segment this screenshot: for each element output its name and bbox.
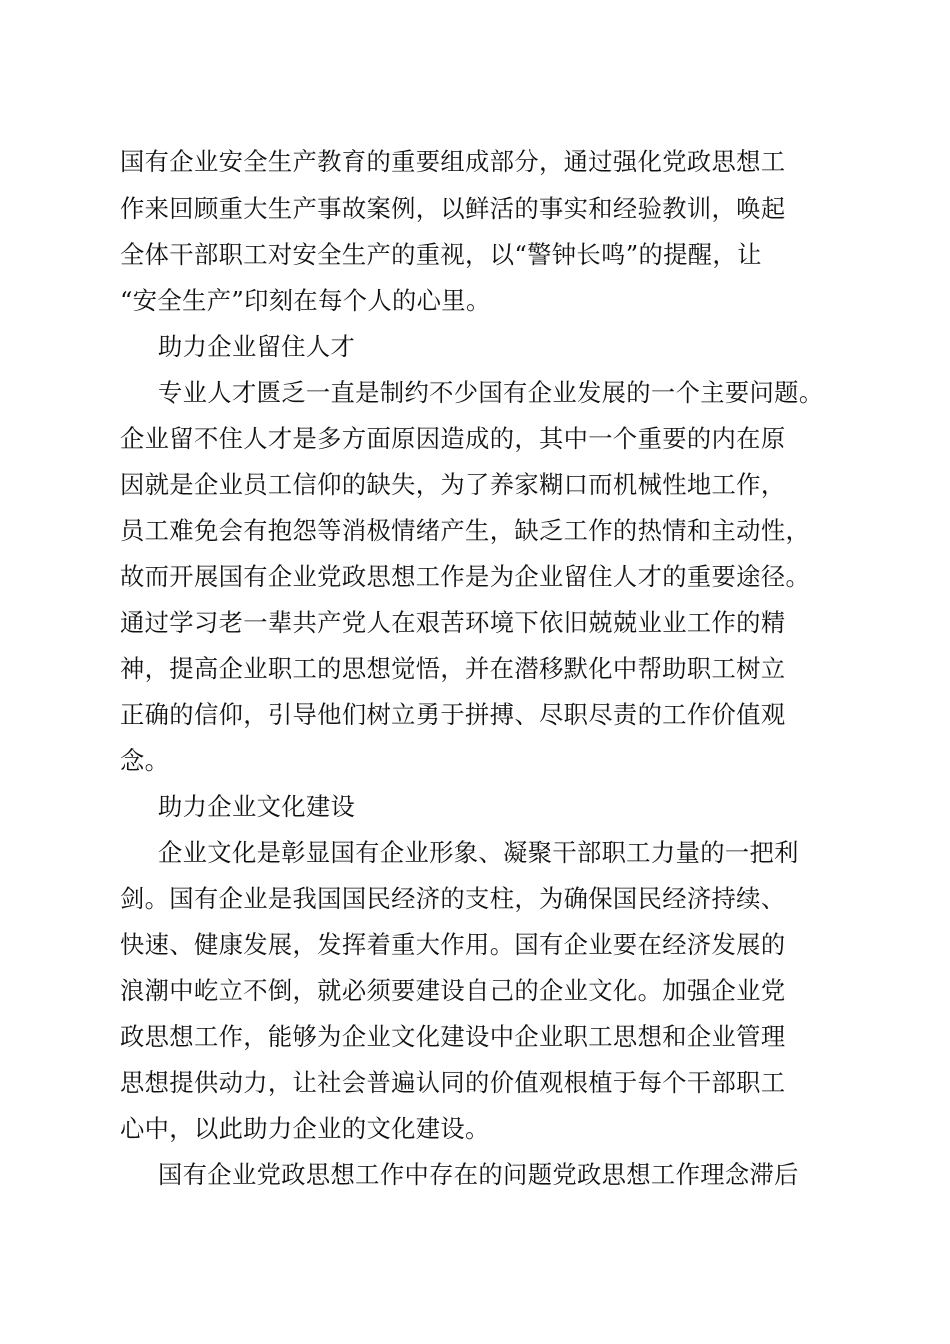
body-text-line: 心中，以此助力企业的文化建设。 bbox=[120, 1114, 490, 1143]
body-text-line: 因就是企业员工信仰的缺失，为了养家糊口而机械性地工作， bbox=[120, 470, 786, 499]
body-text-line: 思想提供动力，让社会普遍认同的价值观根植于每个干部职工 bbox=[120, 1068, 786, 1097]
body-text-line: 通过学习老一辈共产党人在艰苦环境下依旧兢兢业业工作的精 bbox=[120, 608, 786, 637]
body-text-line: 剑。国有企业是我国国民经济的支柱，为确保国民经济持续、 bbox=[120, 884, 786, 913]
section-heading: 助力企业留住人才 bbox=[158, 332, 356, 361]
body-text-line: 作来回顾重大生产事故案例，以鲜活的事实和经验教训，唤起 bbox=[120, 194, 786, 223]
body-text-line: 神，提高企业职工的思想觉悟，并在潜移默化中帮助职工树立 bbox=[120, 654, 786, 683]
section-heading: 助力企业文化建设 bbox=[158, 792, 356, 821]
paragraph-first-line: 企业文化是彰显国有企业形象、凝聚干部职工力量的一把利 bbox=[158, 838, 799, 867]
body-text-line: 全体干部职工对安全生产的重视，以“警钟长鸣”的提醒，让 bbox=[120, 240, 762, 269]
body-text-line: 员工难免会有抱怨等消极情绪产生，缺乏工作的热情和主动性， bbox=[120, 516, 811, 545]
body-text-line: 浪潮中屹立不倒，就必须要建设自己的企业文化。加强企业党 bbox=[120, 976, 786, 1005]
body-text-line: “安全生产”印刻在每个人的心里。 bbox=[120, 286, 491, 315]
body-text-line: 正确的信仰，引导他们树立勇于拼搏、尽职尽责的工作价值观 bbox=[120, 700, 786, 729]
body-text-line: 政思想工作，能够为企业文化建设中企业职工思想和企业管理 bbox=[120, 1022, 786, 1051]
body-text-line: 故而开展国有企业党政思想工作是为企业留住人才的重要途径。 bbox=[120, 562, 811, 591]
body-text-line: 念。 bbox=[120, 746, 170, 775]
body-text-line: 企业留不住人才是多方面原因造成的，其中一个重要的内在原 bbox=[120, 424, 786, 453]
body-text-line: 国有企业安全生产教育的重要组成部分，通过强化党政思想工 bbox=[120, 147, 786, 176]
paragraph-first-line: 国有企业党政思想工作中存在的问题党政思想工作理念滞后 bbox=[158, 1160, 799, 1189]
paragraph-first-line: 专业人才匮乏一直是制约不少国有企业发展的一个主要问题。 bbox=[158, 378, 824, 407]
body-text-line: 快速、健康发展，发挥着重大作用。国有企业要在经济发展的 bbox=[120, 930, 786, 959]
